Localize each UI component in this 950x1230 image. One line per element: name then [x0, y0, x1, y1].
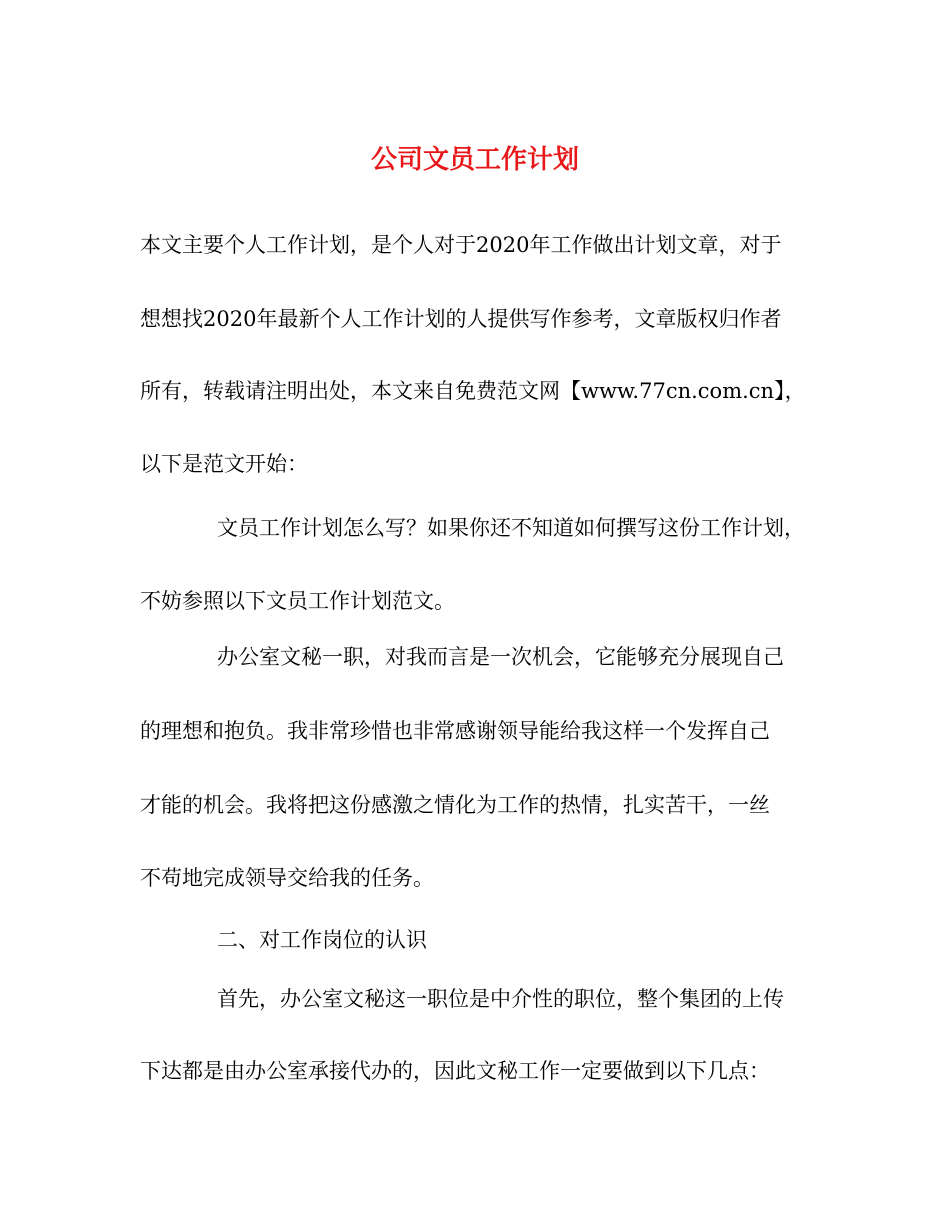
paragraph-line: 以下是范文开始：	[140, 452, 308, 476]
paragraph-line: 本文主要个人工作计划，是个人对于2020年工作做出计划文章，对于	[140, 233, 782, 257]
paragraph-line: 所有，转载请注明出处，本文来自免费范文网【www.77cn.com.cn】，	[140, 379, 806, 403]
paragraph-line: 的理想和抱负。我非常珍惜也非常感谢领导能给我这样一个发挥自己	[140, 719, 770, 743]
section-heading: 二、对工作岗位的认识	[217, 928, 427, 952]
paragraph-line: 办公室文秘一职，对我而言是一次机会，它能够充分展现自己	[217, 645, 784, 669]
paragraph-line: 才能的机会。我将把这份感激之情化为工作的热情，扎实苦干，一丝	[140, 793, 770, 817]
paragraph-line: 不苟地完成领导交给我的任务。	[140, 866, 434, 890]
paragraph-line: 想想找2020年最新个人工作计划的人提供写作参考，文章版权归作者	[140, 307, 782, 331]
document-title: 公司文员工作计划	[370, 145, 579, 175]
paragraph-line: 不妨参照以下文员工作计划范文。	[140, 589, 455, 613]
paragraph-line: 下达都是由办公室承接代办的，因此文秘工作一定要做到以下几点：	[140, 1059, 770, 1083]
paragraph-line: 文员工作计划怎么写？如果你还不知道如何撰写这份工作计划，	[217, 516, 805, 540]
paragraph-line: 首先，办公室文秘这一职位是中介性的职位，整个集团的上传	[217, 987, 784, 1011]
